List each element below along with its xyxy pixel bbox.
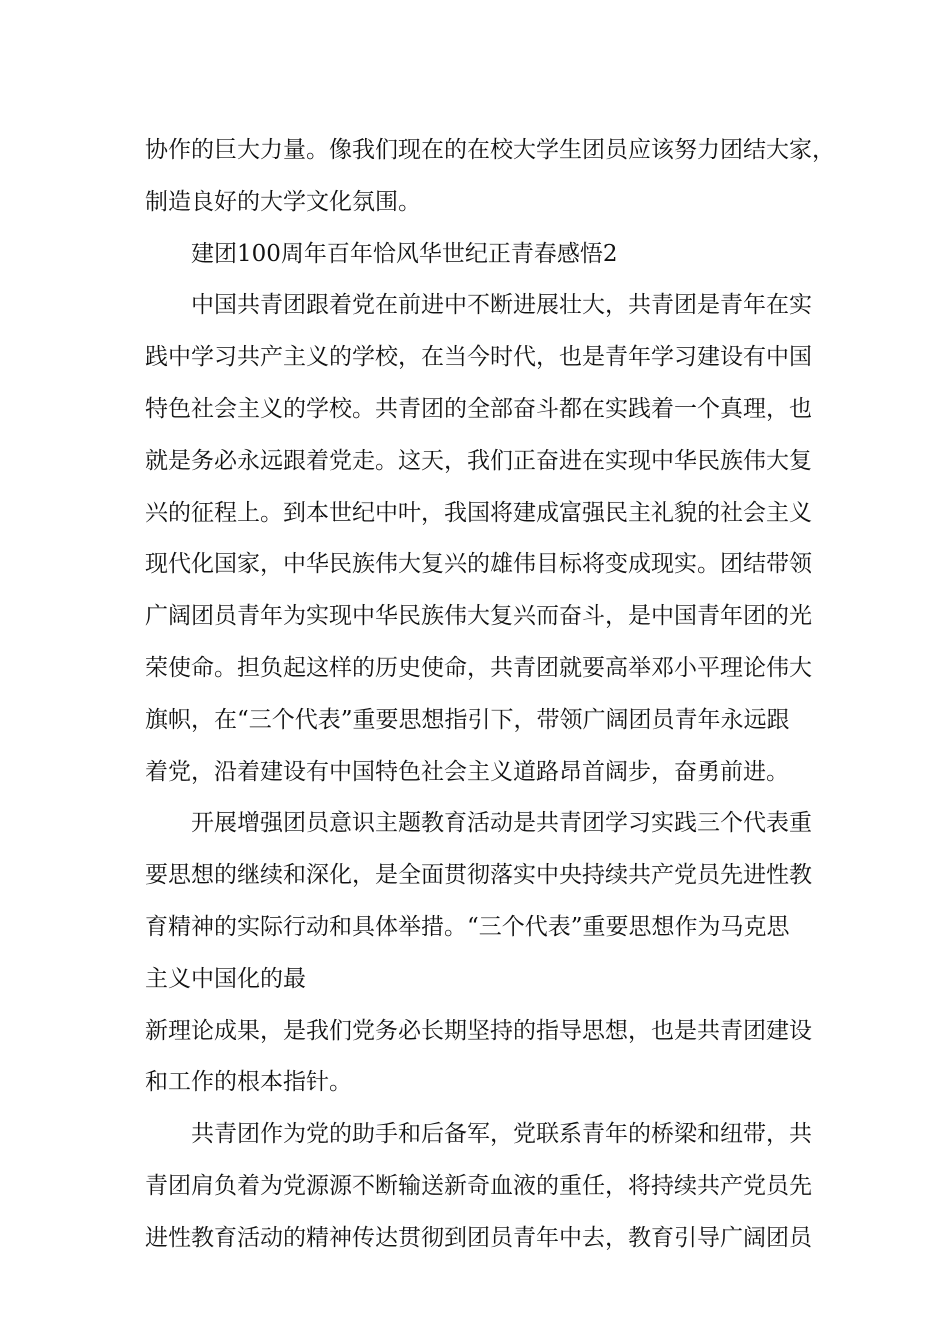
text-line: 主义中国化的最	[145, 965, 306, 992]
text-line: 践中学习共产主义的学校，在当今时代，也是青年学习建设有中国	[145, 344, 812, 371]
section-heading: 建团100周年百年恰风华世纪正青春感悟2	[191, 240, 618, 267]
text-line: 现代化国家，中华民族伟大复兴的雄伟目标将变成现实。团结带领	[145, 551, 812, 578]
text-line: 着党，沿着建设有中国特色社会主义道路昂首阔步，奋勇前进。	[145, 758, 789, 785]
text-line: 要思想的继续和深化，是全面贯彻落实中央持续共产党员先进性教	[145, 862, 812, 889]
text-line: 育精神的实际行动和具体举措。“三个代表”重要思想作为马克思	[145, 913, 790, 940]
text-line: 特色社会主义的学校。共青团的全部奋斗都在实践着一个真理，也	[145, 395, 812, 422]
text-line: 进性教育活动的精神传达贯彻到团员青年中去，教育引导广阔团员	[145, 1224, 812, 1251]
text-line: 共青团作为党的助手和后备军，党联系青年的桥梁和纽带，共	[191, 1121, 812, 1148]
text-line: 兴的征程上。到本世纪中叶，我国将建成富强民主礼貌的社会主义	[145, 499, 812, 526]
text-line: 制造良好的大学文化氛围。	[145, 188, 421, 215]
text-line: 就是务必永远跟着党走。这天，我们正奋进在实现中华民族伟大复	[145, 447, 812, 474]
text-line: 协作的巨大力量。像我们现在的在校大学生团员应该努力团结大家，	[145, 137, 835, 163]
text-line: 广阔团员青年为实现中华民族伟大复兴而奋斗，是中国青年团的光	[145, 603, 812, 630]
text-line: 中国共青团跟着党在前进中不断进展壮大，共青团是青年在实	[191, 292, 812, 319]
text-line: 荣使命。担负起这样的历史使命，共青团就要高举邓小平理论伟大	[145, 654, 812, 681]
text-line: 青团肩负着为党源源不断输送新奇血液的重任，将持续共产党员先	[145, 1172, 812, 1199]
text-line: 开展增强团员意识主题教育活动是共青团学习实践三个代表重	[191, 810, 812, 837]
text-line: 新理论成果，是我们党务必长期坚持的指导思想，也是共青团建设	[145, 1017, 812, 1044]
document-body	[145, 125, 835, 1265]
text-line: 旗帜，在“三个代表”重要思想指引下，带领广阔团员青年永远跟	[145, 706, 790, 733]
text-line: 和工作的根本指针。	[145, 1069, 352, 1096]
